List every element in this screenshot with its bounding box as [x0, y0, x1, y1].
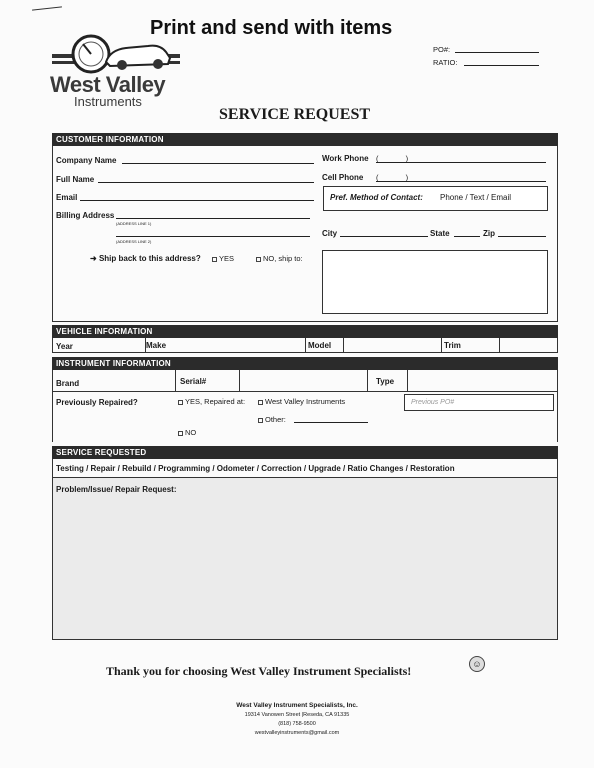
logo-text-line1: West Valley	[50, 72, 166, 97]
state-label: State	[430, 229, 450, 238]
wvi-label: West Valley Instruments	[265, 397, 346, 406]
no-ship-to-label: NO, ship to:	[263, 254, 303, 263]
company-name-label: Company Name	[56, 156, 117, 165]
repaired-yes-label: YES, Repaired at:	[185, 397, 246, 406]
email-field[interactable]	[80, 200, 314, 201]
brand-label: Brand	[56, 379, 80, 388]
previous-po-placeholder: Previous PO#	[411, 399, 455, 406]
city-field[interactable]	[340, 236, 428, 237]
company-logo	[48, 32, 184, 108]
po-label: PO#:	[433, 45, 451, 54]
city-label: City	[322, 229, 338, 238]
service-section-header: SERVICE REQUESTED	[52, 446, 558, 459]
pref-contact-options: Phone / Text / Email	[440, 193, 511, 202]
yes-checkbox[interactable]	[212, 257, 217, 262]
pref-contact-box[interactable]	[323, 186, 548, 211]
problem-textarea[interactable]	[52, 478, 558, 640]
ratio-field[interactable]	[464, 65, 539, 66]
instrument-row	[52, 370, 558, 392]
customer-section-header: CUSTOMER INFORMATION	[52, 133, 558, 146]
vehicle-row	[52, 338, 558, 353]
state-field[interactable]	[454, 236, 480, 237]
instrument-section-header: INSTRUMENT INFORMATION	[52, 357, 558, 370]
cell-phone-paren: ( )	[376, 173, 409, 182]
zip-field[interactable]	[498, 236, 546, 237]
full-name-label: Full Name	[56, 175, 95, 184]
service-options: Testing / Repair / Rebuild / Programming / Odometer / Correction / Upgrade / Ratio Changes / Restoration	[56, 464, 455, 473]
thank-you-message: Thank you for choosing West Valley Instrument Specialists!	[106, 664, 412, 678]
billing-address-label: Billing Address	[56, 211, 115, 220]
footer-email[interactable]: westvalleyinstruments@gmail.com	[254, 730, 340, 736]
ship-no-option[interactable]	[256, 254, 303, 263]
pref-contact-label: Pref. Method of Contact:	[330, 193, 423, 202]
full-name-field[interactable]	[98, 182, 314, 183]
address-line2-field[interactable]	[116, 236, 310, 237]
print-banner: Print and send with items	[150, 17, 393, 39]
serial-label: Serial#	[180, 377, 207, 386]
logo-text-line2: Instruments	[74, 94, 142, 109]
yes-label: YES	[219, 254, 235, 263]
address-line1-caption: (ADDRESS LINE 1)	[116, 221, 152, 226]
ship-yes-option[interactable]	[212, 254, 234, 263]
address-line2-caption: (ADDRESS LINE 2)	[116, 239, 152, 244]
no-checkbox[interactable]	[256, 257, 261, 262]
company-name-field[interactable]	[122, 163, 314, 164]
previously-repaired-label: Previously Repaired?	[56, 398, 138, 407]
type-label: Type	[376, 377, 395, 386]
cell-phone-field[interactable]	[376, 181, 546, 182]
vehicle-section-header: VEHICLE INFORMATION	[52, 325, 558, 338]
make-label: Make	[146, 341, 167, 350]
ship-to-address-box[interactable]	[322, 250, 548, 314]
cell-phone-label: Cell Phone	[322, 173, 364, 182]
instrument-bottom-border	[52, 392, 558, 442]
work-phone-paren: ( )	[376, 154, 409, 163]
form-title: SERVICE REQUEST	[219, 106, 371, 123]
repaired-no-label: NO	[185, 428, 197, 437]
email-label: Email	[56, 193, 78, 202]
zip-label: Zip	[483, 229, 495, 238]
footer-phone: (818) 758-9500	[278, 721, 316, 727]
year-label: Year	[56, 342, 73, 351]
footer-company: West Valley Instrument Specialists, Inc.	[236, 702, 358, 709]
ratio-label: RATIO:	[433, 58, 458, 67]
scan-mark	[32, 6, 62, 10]
ship-back-text: Ship back to this address?	[98, 254, 201, 263]
mascot-icon: ☺	[469, 656, 485, 672]
problem-label: Problem/Issue/ Repair Request:	[56, 485, 177, 494]
footer-address: 19314 Vanowen Street |Reseda, CA 91335	[244, 712, 350, 718]
work-phone-field[interactable]	[376, 162, 546, 163]
trim-label: Trim	[444, 341, 461, 350]
ship-back-question: ➜ Ship back to this address?	[90, 254, 201, 263]
model-label: Model	[308, 341, 332, 350]
other-label: Other:	[265, 415, 286, 424]
address-line1-field[interactable]	[116, 218, 310, 219]
po-field[interactable]	[455, 52, 539, 53]
work-phone-label: Work Phone	[322, 154, 369, 163]
